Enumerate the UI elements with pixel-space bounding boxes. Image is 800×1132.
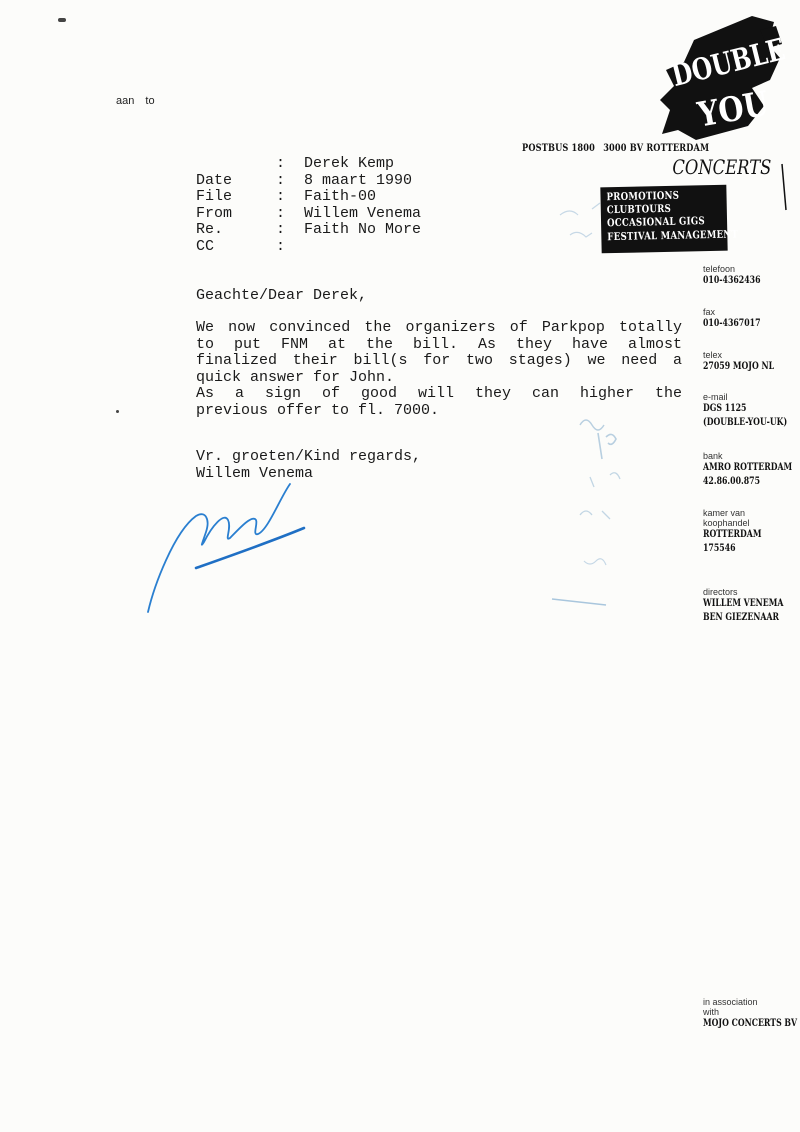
to-colon: : bbox=[276, 155, 286, 172]
kvk-label-1: kamer van bbox=[703, 508, 746, 518]
file-label: File bbox=[196, 188, 233, 206]
postbus-line bbox=[522, 143, 717, 154]
file-value: Faith-00 bbox=[304, 188, 377, 206]
logo-double-text: DOUBLE bbox=[668, 32, 788, 94]
sidebar-association bbox=[703, 997, 800, 1031]
association-label-2: with bbox=[703, 1007, 720, 1017]
to-label: to bbox=[145, 95, 155, 107]
bank-value-1: AMRO ROTTERDAM bbox=[703, 462, 793, 473]
telefoon-value: 010-4362436 bbox=[703, 275, 761, 286]
kvk-label-2: koophandel bbox=[703, 518, 750, 528]
to-row bbox=[196, 156, 421, 173]
sidebar-directors bbox=[703, 587, 800, 625]
body-line: As a sign of good will they can higher the bbox=[196, 385, 682, 403]
closing-text: Vr. groeten/Kind regards, bbox=[196, 448, 422, 465]
sidebar-fax bbox=[703, 307, 777, 331]
telex-value: 27059 MOJO NL bbox=[703, 361, 775, 372]
sidebar-email bbox=[703, 392, 800, 430]
fax-value: 010-4367017 bbox=[703, 318, 761, 329]
kvk-value-1: ROTTERDAM bbox=[703, 529, 762, 540]
to-value: Derek Kemp bbox=[304, 155, 395, 172]
sidebar-kvk bbox=[703, 508, 778, 556]
body-line: We now convinced the organizers of Parkpop totally bbox=[196, 319, 682, 336]
postcode-city-text: 3000 BV ROTTERDAM bbox=[603, 143, 710, 154]
bank-label: bank bbox=[703, 451, 723, 461]
greeting: Geachte/Dear Derek, bbox=[196, 287, 368, 304]
from-row bbox=[196, 206, 421, 223]
file-row bbox=[196, 189, 421, 206]
fax-label: fax bbox=[703, 307, 716, 317]
logo-you-text: YOU bbox=[694, 83, 772, 136]
sidebar-bank bbox=[703, 451, 800, 489]
cc-row bbox=[196, 239, 421, 256]
sidebar-telefoon bbox=[703, 264, 777, 288]
email-label: e-mail bbox=[703, 392, 728, 402]
body-line: to put FNM at the bill. As they have almost bbox=[196, 335, 682, 353]
service-item: OCCASIONAL GIGS bbox=[606, 215, 706, 230]
telex-label: telex bbox=[703, 350, 723, 360]
file-colon: : bbox=[276, 188, 286, 206]
date-row bbox=[196, 173, 421, 190]
association-label-1: in association bbox=[703, 997, 758, 1007]
signer-name: Willem Venema bbox=[196, 464, 314, 482]
date-label: Date bbox=[196, 171, 233, 189]
kvk-value-2: 175546 bbox=[703, 543, 736, 554]
cc-label: CC bbox=[196, 237, 215, 255]
director-2: BEN GIEZENAAR bbox=[703, 612, 780, 623]
email-value-2: (DOUBLE-YOU-UK) bbox=[703, 417, 788, 428]
logo-concerts-text: CONCERTS bbox=[672, 156, 772, 180]
letter-body bbox=[196, 320, 682, 420]
re-colon: : bbox=[276, 221, 286, 239]
telefoon-label: telefoon bbox=[703, 264, 736, 274]
punch-dot bbox=[116, 410, 119, 413]
aan-label: aan bbox=[116, 95, 135, 107]
director-1: WILLEM VENEMA bbox=[703, 598, 784, 609]
date-value: 8 maart 1990 bbox=[304, 171, 413, 189]
bank-value-2: 42.86.00.875 bbox=[703, 476, 761, 487]
service-item: CLUBTOURS bbox=[606, 203, 672, 217]
body-line: finalized their bill(s for two stages) we need a bbox=[196, 352, 682, 370]
scan-speck bbox=[58, 18, 66, 22]
from-colon: : bbox=[276, 204, 286, 222]
re-row bbox=[196, 222, 421, 239]
cc-colon: : bbox=[276, 237, 286, 255]
re-label: Re. bbox=[196, 221, 224, 239]
body-line: previous offer to fl. 7000. bbox=[196, 401, 440, 419]
association-value: MOJO CONCERTS BV bbox=[703, 1018, 798, 1029]
re-value: Faith No More bbox=[304, 221, 422, 239]
postbus-text: POSTBUS 1800 bbox=[522, 143, 595, 154]
email-value-1: DGS 1125 bbox=[703, 403, 747, 414]
handwritten-signature bbox=[140, 476, 320, 616]
address-line bbox=[116, 95, 163, 107]
from-label: From bbox=[196, 204, 233, 222]
directors-label: directors bbox=[703, 587, 738, 597]
from-value: Willem Venema bbox=[304, 204, 422, 222]
service-item: PROMOTIONS bbox=[606, 189, 680, 204]
body-line: quick answer for John. bbox=[196, 368, 395, 386]
service-item: FESTIVAL MANAGEMENT bbox=[607, 228, 739, 243]
memo-header bbox=[196, 156, 421, 256]
date-colon: : bbox=[276, 171, 286, 189]
sidebar-telex bbox=[703, 350, 794, 374]
